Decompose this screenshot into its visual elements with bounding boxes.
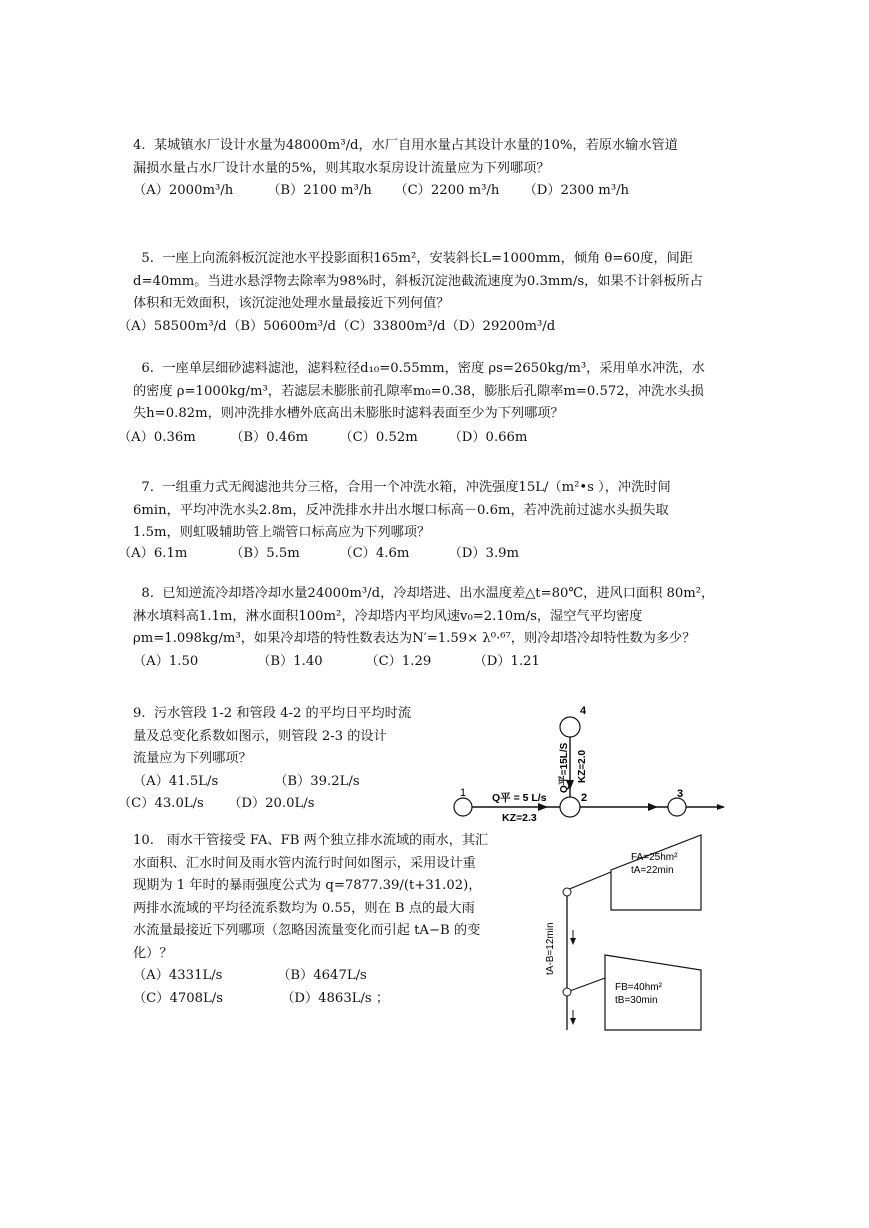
node-1-label: 1 [460,787,467,799]
option-a: （A）6.1m [118,546,188,561]
node-2-label: 2 [581,792,588,804]
flow-4-2-label: Q平=15L/S [559,742,570,793]
point-a-circle [563,888,571,896]
question-line: 体积和无效面积，该沉淀池处理水量最接近下列何值？ [133,296,450,311]
question-line: 一座单层细砂滤料滤池，滤料粒径d₁₀=0.55mm，密度 ρs=2650kg/m³，采用单水冲洗，水 [162,361,705,376]
question-line: 水流量最接近下列哪项（忽略因流量变化而引起 tA−B 的变 [133,923,481,938]
option-d: （D）3.9m [448,546,520,561]
question-line: 6min，平均冲洗水头2.8m，反冲洗排水井出水堰口标高－0.6m，若冲洗前过滤水头损失取 [133,502,669,518]
question-4 [133,135,678,203]
option-a: （A）58500m³/d [118,319,227,334]
option-d: （D）1.21 [473,653,540,669]
option-c: （C）2200 m³/h [394,183,500,198]
question-number: 6. [141,361,154,376]
tab-label: tA-B=12min [545,922,556,975]
option-b: （B）1.40 [257,653,323,669]
option-b: （B）5.5m [230,546,300,561]
option-a: （A）1.50 [133,653,199,669]
option-b: （B）4647L/s [277,968,367,983]
question-line: 一座上向流斜板沉淀池水平投影面积165m²，安装斜长L=1000mm，倾角 θ=60度，间距 [162,251,693,266]
option-c: （C）33800m³/d [336,319,446,334]
question-9-options-2 [118,793,314,816]
question-line: ρm=1.098kg/m³，如果冷却塔的特性数表达为N′=1.59× λ⁰·⁶⁷，则冷却塔冷却特性数为多少？ [133,631,696,646]
option-d: （D）0.66m [448,430,528,445]
option-a: （A）4331L/s [133,968,223,983]
question-7-options [118,543,519,566]
question-line: 水面积、汇水时间及雨水管内流行时间如图示，采用设计重 [133,855,476,871]
option-b: （B）39.2L/s [274,773,360,789]
question-number: 7. [141,480,154,495]
option-b: （B）0.46m [230,430,309,445]
option-d: （D）20.0L/s [228,796,315,811]
question-line: 淋水填料高1.1m，淋水面积100m²，冷却塔内平均风速v₀=2.10m/s，湿空气平均密度 [133,608,643,624]
question-line: 流量应为下列哪项？ [133,751,252,766]
question-6 [133,358,705,426]
question-number: 10. [133,833,154,848]
option-a: （A）41.5L/s [133,773,219,789]
fa-label: FA=25hm² [631,852,678,863]
question-line: 现期为 1 年时的暴雨强度公式为 q=7877.39/(t+31.02)， [133,878,482,893]
option-c: （C）43.0L/s [118,796,204,811]
option-a: （A）0.36m [118,430,196,445]
point-b-circle [563,988,571,996]
question-line: 漏损水量占水厂设计水量的5%，则其取水泵房设计流量应为下列哪项？ [133,160,550,176]
question-line: 雨水干管接受 FA、FB 两个独立排水流域的雨水，其汇 [166,833,489,848]
question-number: 9. [133,706,146,721]
question-number: 4. [133,138,146,153]
question-6-options [118,427,527,450]
question-7 [133,477,671,545]
question-5-options [118,316,555,339]
question-10 [133,830,488,1010]
fb-label: FB=40hm² [615,982,662,993]
question-line: 量及总变化系数如图示，则管段 2-3 的设计 [133,728,387,744]
tb-label: tB=30min [615,995,658,1006]
node-4-circle [560,717,580,737]
node-2-circle [560,797,580,817]
option-c: （C）0.52m [339,430,418,445]
question-line: 化）？ [133,945,173,961]
question-number: 5. [141,251,154,266]
kz-4-2-label: KZ=2.0 [577,749,588,783]
question-line: 两排水流域的平均径流系数均为 0.55，则在 B 点的最大雨 [133,900,475,916]
option-c: （C）1.29 [365,653,432,669]
flow-1-2-label: Q平 = 5 L/s [492,792,547,804]
option-c: （C）4.6m [339,546,410,561]
question-line: 某城镇水厂设计水量为48000m³/d，水厂自用水量占其设计水量的10%，若原水输水管道 [153,138,678,153]
option-d: （D）2300 m³/h [523,183,630,198]
question-9 [133,703,411,793]
option-b: （B）50600m³/d [227,319,336,334]
sewer-pipe-figure [440,700,740,830]
question-line: 失h=0.82m，则冲洗排水槽外底高出未膨胀时滤料表面至少为下列哪项？ [133,406,564,421]
question-line: 已知逆流冷却塔冷却水量24000m³/d，冷却塔进、出水温度差△t=80℃，进风口面积 80m²， [162,586,715,601]
option-b: （B）2100 m³/h [267,183,372,198]
question-line: 污水管段 1-2 和管段 4-2 的平均日平均时流 [153,706,412,721]
question-5 [133,248,703,316]
node-4-label: 4 [580,705,587,717]
storm-drain-figure [535,830,725,1040]
question-line: 1.5m，则虹吸辅助管上端管口标高应为下列哪项？ [133,525,431,540]
ta-label: tA=22min [631,865,674,876]
question-line: 一组重力式无阀滤池共分三格，合用一个冲洗水箱，冲洗强度15L/（m²•s ），冲洗时间 [162,480,671,495]
node-1-circle [454,798,472,816]
option-d: （D）4863L/s ； [281,990,390,1006]
question-8 [133,583,714,673]
question-line: 的密度 ρ=1000kg/m³，若滤层未膨胀前孔隙率m₀=0.38，膨胀后孔隙率m=0.572，冲洗水头损 [133,383,704,399]
option-a: （A）2000m³/h [133,183,234,198]
question-number: 8. [141,586,154,601]
node-3-label: 3 [677,788,684,800]
question-line: d=40mm。当进水悬浮物去除率为98%时，斜板沉淀池截流速度为0.3mm/s，如果不计斜板所占 [133,273,703,289]
kz-1-2-label: KZ=2.3 [502,812,537,824]
option-c: （C）4708L/s [133,990,223,1006]
option-d: （D）29200m³/d [445,319,556,334]
node-3-circle [668,798,686,816]
